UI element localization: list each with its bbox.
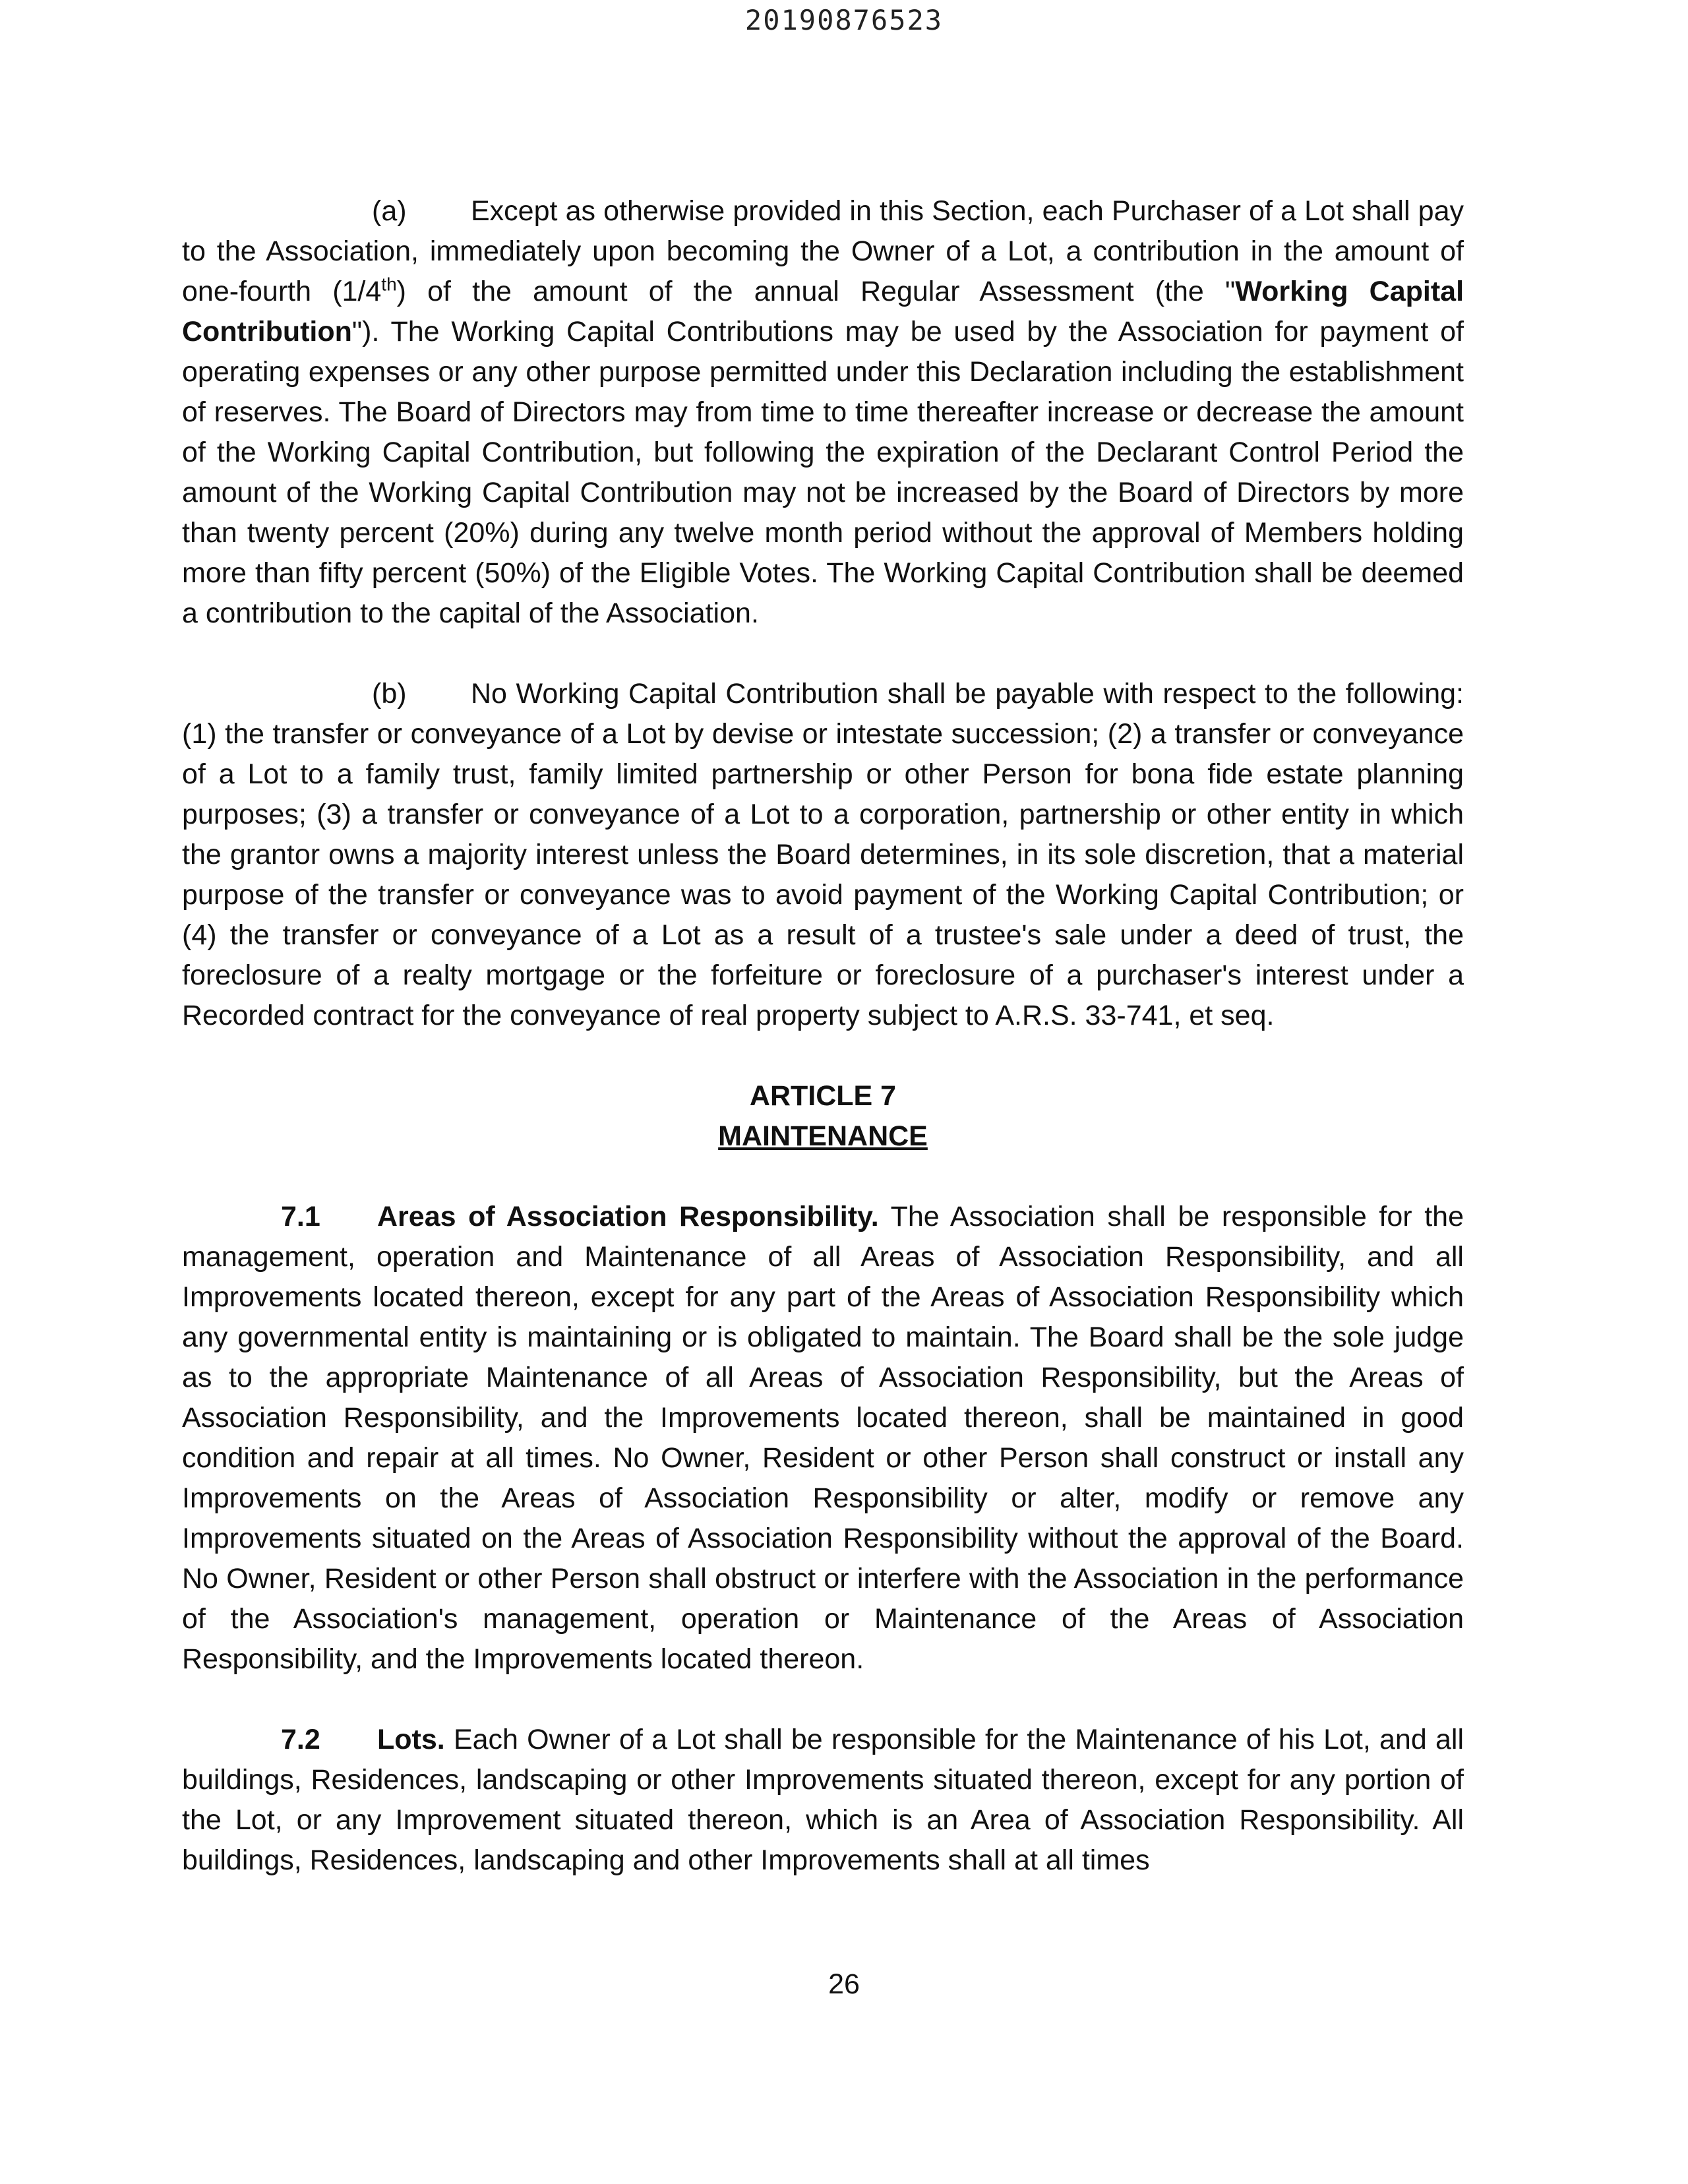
article-title: MAINTENANCE — [718, 1120, 928, 1152]
section-7-2-text: Each Owner of a Lot shall be responsible for the Maintenance of his Lot, and all buildings, Residences, landscaping or other Improvements situated thereon, except for any portion of the Lot, or any Improvement situated thereon, which is an Area of Association Responsibility. All buildings, Residences, landscaping and other Improvements shall at all times — [182, 1724, 1464, 1876]
article-heading — [182, 1076, 1464, 1157]
defined-term-working-capital-contribution: Working Capital Contribution — [182, 276, 1464, 348]
paragraph-b-text: No Working Capital Contribution shall be payable with respect to the following: (1) the transfer or conveyance of a Lot by devise or intestate succession; (2) a transfer or conveyance of a Lot to a family trust, family limited partnership or other Person for bona fide estate planning purposes; (3) a transfer or conveyance of a Lot to a corporation, partnership or other entity in which the grantor owns a majority interest unless the Board determines, in its sole discretion, that a material purpose of the transfer or conveyance was to avoid payment of the Working Capital Contribution; or (4) the transfer or conveyance of a Lot as a result of a trustee's sale under a deed of trust, the foreclosure of a realty mortgage or the forfeiture or foreclosure of a purchaser's interest under a Recorded contract for the conveyance of real property subject to A.R.S. 33-741, et seq. — [182, 678, 1464, 1031]
document-number: 20190876523 — [744, 4, 944, 36]
section-7-1-text: The Association shall be responsible for the management, operation and Maintenance of all Areas of Association Responsibility, and all Improvements located thereon, except for any part of the Areas of Association Responsibility which any governmental entity is maintaining or is obligated to maintain. The Board shall be the sole judge as to the appropriate Maintenance of all Areas of Association Responsibility, but the Areas of Association Responsibility, and the Improvements located thereon, shall be maintained in good condition and repair at all times. No Owner, Resident or other Person shall construct or install any Improvements on the Areas of Association Responsibility or alter, modify or remove any Improvements situated on the Areas of Association Responsibility without the approval of the Board. No Owner, Resident or other Person shall obstruct or interfere with the Association in the performance of the Association's management, operation or Maintenance of the Areas of Association Responsibility, and the Improvements located thereon. — [182, 1201, 1464, 1675]
section-7-1-heading: Areas of Association Responsibility. — [377, 1201, 879, 1232]
paragraph-b — [182, 674, 1464, 1036]
section-7-2-heading: Lots. — [377, 1724, 445, 1755]
paragraph-b-label: (b) — [372, 678, 407, 710]
paragraph-a-label: (a) — [372, 195, 407, 227]
article-number: ARTICLE 7 — [749, 1080, 897, 1112]
paragraph-a-text-1: Except as otherwise provided in this Section, each Purchaser of a Lot shall pay to the Association, immediately upon becoming the Owner of a Lot, a contribution in the amount of one-fourth (1/4 — [182, 195, 1464, 307]
paragraph-a-text-3: "). The Working Capital Contributions may be used by the Association for payment of operating expenses or any other purpose permitted under this Declaration including the establishment of reserves. The Board of Directors may from time to time thereafter increase or decrease the amount of the Working Capital Contribution, but following the expiration of the Declarant Control Period the amount of the Working Capital Contribution may not be increased by the Board of Directors by more than twenty percent (20%) during any twelve month period without the approval of Members holding more than fifty percent (50%) of the Eligible Votes. The Working Capital Contribution shall be deemed a contribution to the capital of the Association. — [182, 316, 1464, 629]
paragraph-a-superscript: th — [381, 274, 397, 295]
paragraph-a-text-2: ) of the amount of the annual Regular Assessment (the " — [396, 276, 1236, 307]
section-7-2-number: 7.2 — [281, 1724, 320, 1755]
document-body — [182, 191, 1464, 1881]
section-7-2 — [182, 1720, 1464, 1881]
paragraph-a — [182, 191, 1464, 634]
section-7-1 — [182, 1197, 1464, 1680]
page-number: 26 — [828, 1968, 860, 2000]
section-7-1-number: 7.1 — [281, 1201, 320, 1232]
